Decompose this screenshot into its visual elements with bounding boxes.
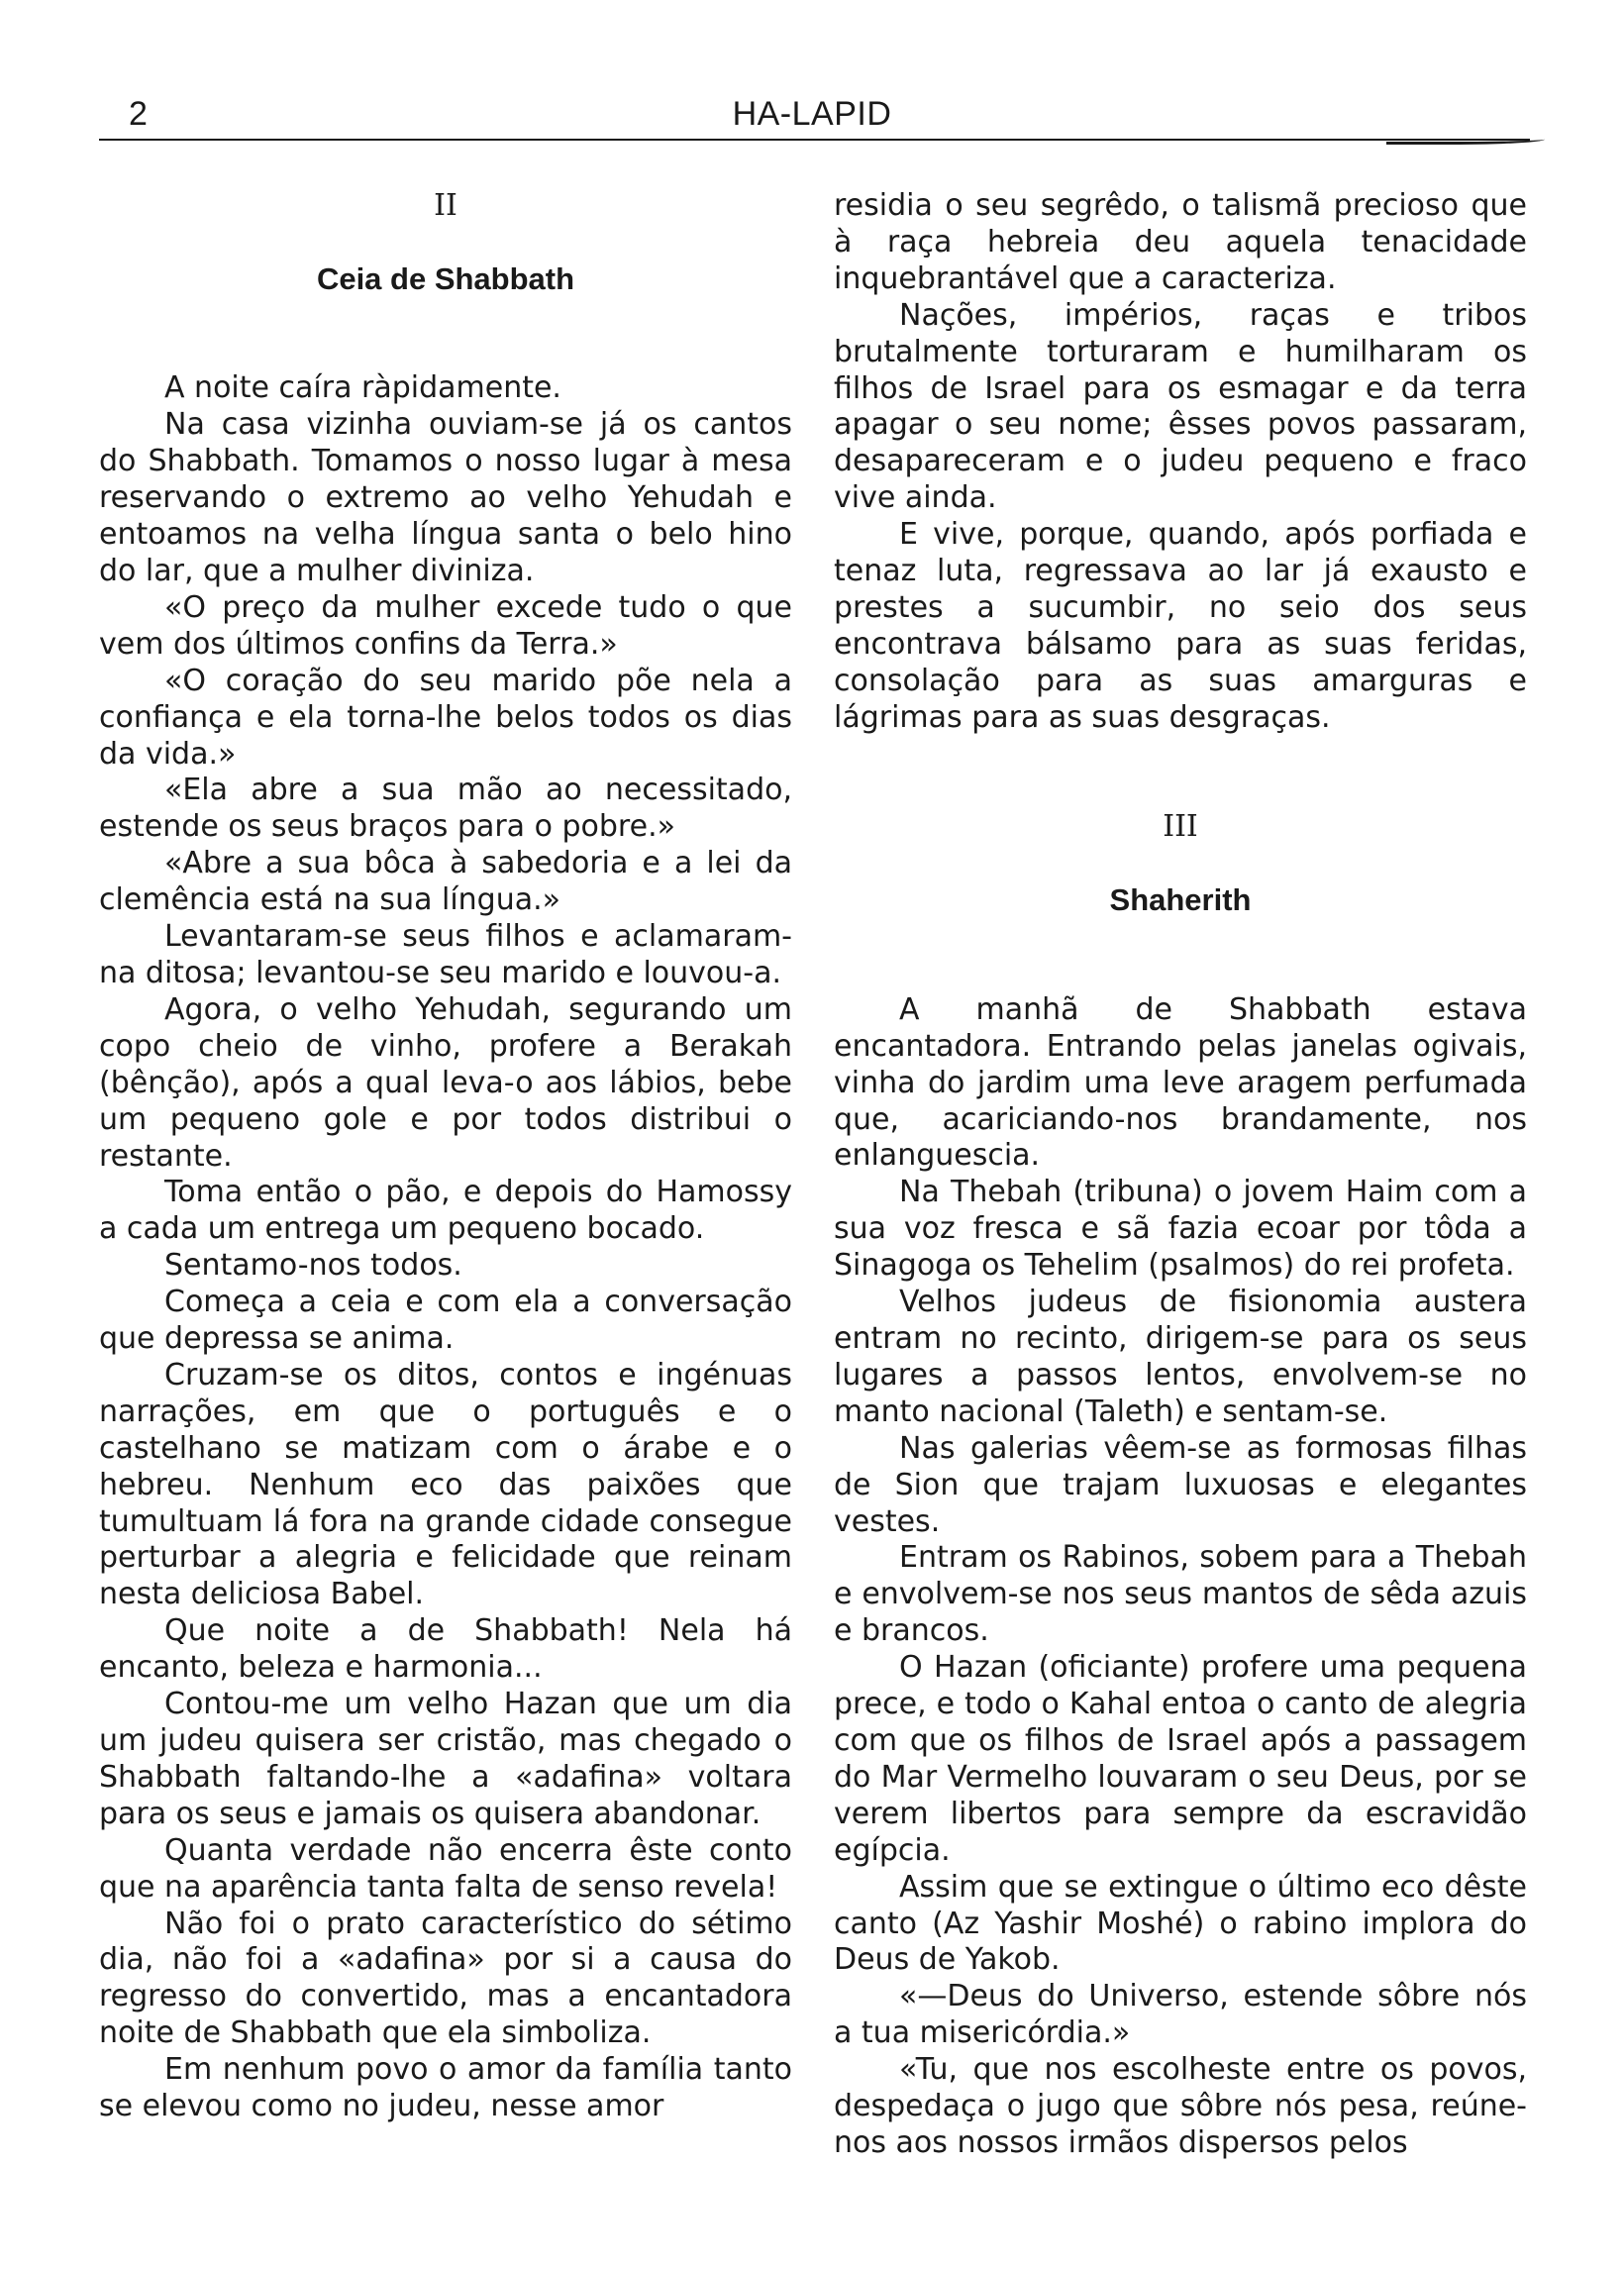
paragraph: Sentamo-nos todos. <box>164 1248 462 1284</box>
paragraph: Levantaram-se seus filhos e aclamaram-na ditosa; levantou-se seu marido e louvou-a. <box>99 919 792 990</box>
paragraph: Cruzam-se os ditos, contos e ingénuas narrações, em que o português e o castelhano se matizam com o árabe e o hebreu. Nenhum eco das paixões que tumultuam lá fora na grande cidade consegue perturbar a alegria e felicidade que reinam nesta deliciosa Babel. <box>99 1357 792 1612</box>
paragraph: «Abre a sua bôca à sabedoria e a lei da clemência está na sua língua.» <box>99 846 792 918</box>
page-number: 2 <box>129 95 148 133</box>
header-rule <box>99 139 1530 141</box>
page-header <box>99 95 1525 145</box>
paragraph: Na casa vizinha ouviam-se já os cantos do Shabbath. Tomamos o nosso lugar à mesa reservando o extremo ao velho Yehudah e entoamos na velha língua santa o belo hino do lar, que a mulher diviniza. <box>99 407 792 588</box>
paragraph: Agora, o velho Yehudah, segurando um copo cheio de vinho, profere a Berakah (bênção), após a qual leva-o aos lábios, bebe um pequeno gole e por todos distribui o restante. <box>99 991 792 1174</box>
paragraph: «Tu, que nos escolheste entre os povos, despedaça o jugo que sôbre nós pesa, reúne-nos aos nossos irmãos dispersos pelos <box>834 2052 1527 2160</box>
paragraph: Nações, impérios, raças e tribos brutalmente torturaram e humilharam os filhos de Israel para os esmagar e da terra apagar o seu nome; êsses povos passaram, desapareceram e o judeu pequeno e fraco vive ainda. <box>834 297 1527 516</box>
section-title: Shaherith <box>1109 882 1252 918</box>
paragraph: E vive, porque, quando, após porfiada e tenaz luta, regressava ao lar já exausto e prestes a sucumbir, no seio dos seus encontrava bálsamo para as suas feridas, consolação para as suas amarguras e lágrimas para as suas desgraças. <box>834 517 1527 735</box>
paragraph: O Hazan (oficiante) profere uma pequena prece, e todo o Kahal entoa o canto de alegria com que os filhos de Israel após a passagem do Mar Vermelho louvaram o seu Deus, por se verem libertos para sempre da escravidão egípcia. <box>834 1650 1527 1868</box>
left-column <box>99 188 792 2125</box>
paragraph: A manhã de Shabbath estava encantadora. Entrando pelas janelas ogivais, vinha do jardim uma leve aragem perfumada que, acariciando-nos brandamente, nos enlanguescia. <box>834 991 1527 1174</box>
paragraph: Toma então o pão, e depois do Hamossy a cada um entrega um pequeno bocado. <box>99 1175 792 1247</box>
paragraph: Entram os Rabinos, sobem para a Thebah e envolvem-se nos seus mantos de sêda azuis e brancos. <box>834 1540 1527 1649</box>
running-title: HA-LAPID <box>732 95 892 133</box>
paragraph: Na Thebah (tribuna) o jovem Haim com a sua voz fresca e sã fazia ecoar por tôda a Sinagoga os Tehelim (psalmos) do rei profeta. <box>834 1175 1527 1284</box>
paragraph: Que noite a de Shabbath! Nela há encanto, beleza e harmonia... <box>99 1613 792 1686</box>
right-column <box>834 188 1527 2162</box>
paragraph: «Ela abre a sua mão ao necessitado, estende os seus braços para o pobre.» <box>99 773 792 845</box>
paragraph: Quanta verdade não encerra êste conto que na aparência tanta falta de senso revela! <box>99 1832 792 1905</box>
paragraph: Assim que se extingue o último eco dêste canto (Az Yashir Moshé) o rabino implora do Deus de Yakob. <box>834 1869 1527 1978</box>
paragraph: Contou-me um velho Hazan que um dia um judeu quisera ser cristão, mas chegado o Shabbath faltando-lhe a «adafina» voltara para os seus e jamais os quisera abandonar. <box>99 1687 792 1831</box>
section-title: Ceia de Shabbath <box>316 260 575 296</box>
section-number: III <box>1163 809 1198 845</box>
section-number: II <box>434 188 457 223</box>
paragraph: «O coração do seu marido põe nela a confiança e ela torna-lhe belos todos os dias da vida.» <box>99 663 792 772</box>
paragraph: A noite caíra ràpidamente. <box>164 370 561 406</box>
paragraph: residia o seu segrêdo, o talismã precioso que à raça hebreia deu aquela tenacidade inquebrantável que a caracteriza. <box>834 188 1527 296</box>
paragraph: Nas galerias vêem-se as formosas filhas de Sion que trajam luxuosas e elegantes vestes. <box>834 1430 1527 1539</box>
paragraph: Não foi o prato característico do sétimo dia, não foi a «adafina» por si a causa do regresso do convertido, mas a encantadora noite de Shabbath que ela simboliza. <box>99 1906 792 2051</box>
paragraph: «O preço da mulher excede tudo o que vem dos últimos confins da Terra.» <box>99 589 792 662</box>
paragraph: Em nenhum povo o amor da família tanto se elevou como no judeu, nesse amor <box>99 2052 792 2124</box>
paragraph: Começa a ceia e com ela a conversação que depressa se anima. <box>99 1285 792 1357</box>
paragraph: «—Deus do Universo, estende sôbre nós a tua misericórdia.» <box>834 1979 1527 2051</box>
paragraph: Velhos judeus de fisionomia austera entram no recinto, dirigem-se para os seus lugares a passos lentos, envolvem-se no manto nacional (Taleth) e sentam-se. <box>834 1285 1527 1429</box>
